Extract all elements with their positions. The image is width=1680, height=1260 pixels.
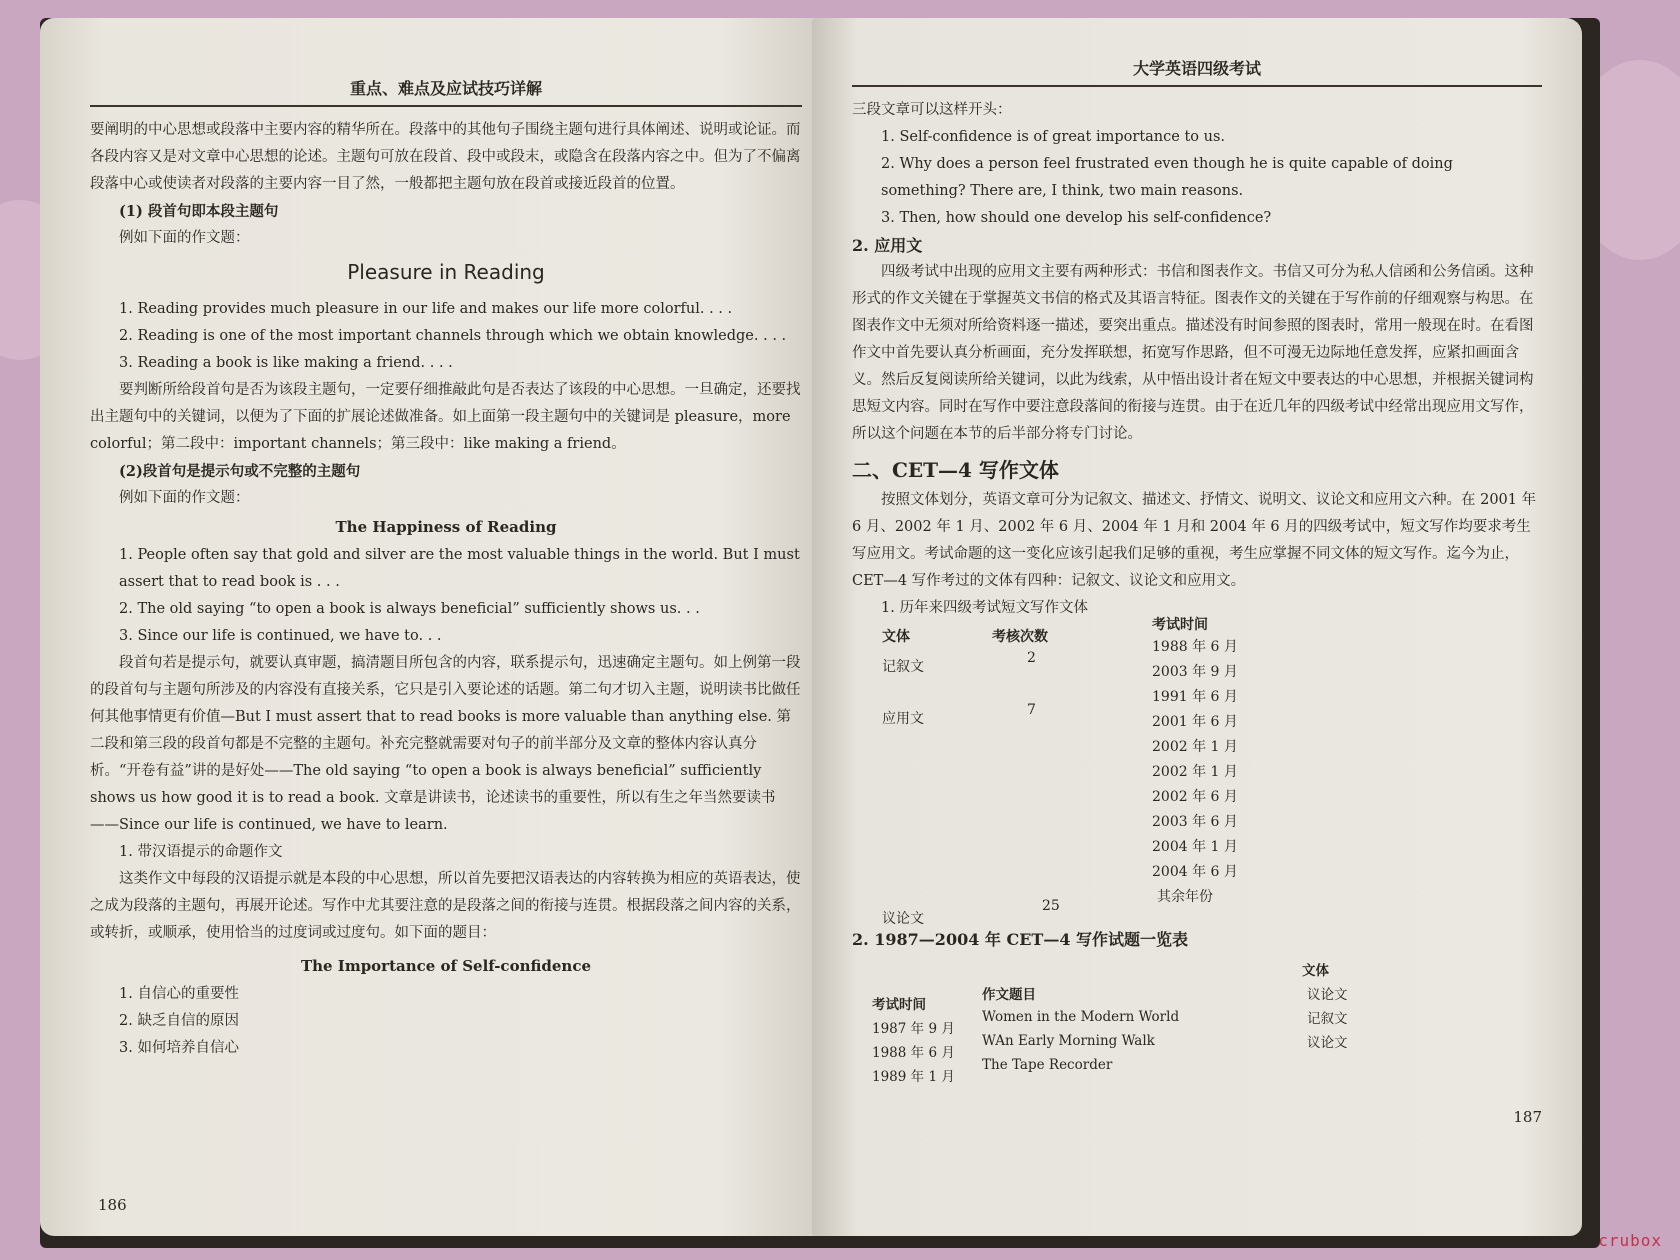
table-cell: 议论文 (882, 911, 924, 927)
subheading: (1) 段首句即本段主题句 (119, 203, 279, 220)
essay-title: The Happiness of Reading (335, 518, 557, 536)
watermark: crubox (1598, 1231, 1662, 1250)
paragraph: 段首句若是提示句，就要认真审题，搞清题目所包含的内容，联系提示句，迅速确定主题句。如上例第一段的段首句与主题句所涉及的内容没有直接关系，它只是引入要论述的话题。第二句才切入主题，说明读书比做任何其他事情更有价值—But I must assert that to read books is more valuable than anything else. 第二段和第三段的段首句都是不完整的主题句。补充完整就需要对句子的前半部分及文章的整体内容认真分析。“开卷有益”讲的是好处——The old saying “to open a book is always beneficial” sufficiently shows us how good it is to read a book. 文章是讲读书，论述读书的重要性，所以有生之年当然要读书——Since our life is continued, we have to learn. (90, 655, 801, 833)
column-header: 文体 (882, 629, 910, 645)
exam-topics-table (852, 959, 1542, 1085)
column-header: 考核次数 (992, 629, 1048, 645)
table-cell: 记叙文 (882, 659, 924, 675)
open-book (40, 18, 1600, 1248)
table-cell: 2002 年 1 月 (1152, 739, 1238, 755)
left-page-header: 重点、难点及应试技巧详解 (90, 76, 802, 107)
table-cell: 2002 年 1 月 (1152, 764, 1238, 780)
essay-outline (90, 542, 802, 650)
outline-item: 3. Reading a book is like making a friend. . . . (119, 355, 453, 371)
table-cell: WAn Early Morning Walk (982, 1033, 1155, 1049)
opener-item: 3. Then, how should one develop his self-confidence? (881, 210, 1272, 226)
outline-item: 3. Since our life is continued, we have to. . . (119, 628, 442, 644)
outline-item: 1. Reading provides much pleasure in our life and makes our life more colorful. . . . (119, 301, 733, 317)
paragraph: 这类作文中每段的汉语提示就是本段的中心思想，所以首先要把汉语表达的内容转换为相应的英语表达，使之成为段落的主题句，再展开论述。写作中尤其要注意的是段落之间的衔接与连贯。根据段落之间内容的关系，或转折，或顺承，使用恰当的过度词或过度句。如下面的题目： (90, 871, 801, 941)
outline-item: 2. The old saying “to open a book is always beneficial” sufficiently shows us. . . (119, 601, 700, 617)
subheading: (2)段首句是提示句或不完整的主题句 (119, 463, 361, 480)
table-cell: 1991 年 6 月 (1152, 689, 1238, 705)
column-header: 考试时间 (1152, 617, 1208, 633)
table-cell: 1989 年 1 月 (872, 1069, 955, 1085)
table-cell: 其余年份 (1157, 889, 1213, 905)
essay-outline (90, 981, 802, 1062)
table-cell: 议论文 (1307, 1035, 1348, 1051)
table-cell: 应用文 (882, 711, 924, 727)
section-heading: 二、CET—4 写作文体 (852, 458, 1059, 482)
page-number: 187 (1513, 1108, 1542, 1126)
outline-item: 1. People often say that gold and silver are the most valuable things in the world. But I must assert that to read book is . . . (119, 547, 800, 590)
outline-item: 2. 缺乏自信的原因 (119, 1013, 239, 1029)
outline-item: 3. 如何培养自信心 (119, 1040, 239, 1056)
table-caption: 1. 历年来四级考试短文写作文体 (881, 600, 1088, 616)
opener-list (852, 124, 1542, 232)
left-page (40, 18, 840, 1236)
table-cell: 2003 年 9 月 (1152, 664, 1238, 680)
paragraph: 要阐明的中心思想或段落中主要内容的精华所在。段落中的其他句子围绕主题句进行具体阐述、说明或论证。而各段内容又是对文章中心思想的论述。主题句可放在段首、段中或段末，或隐含在段落内容之中。但为了不偏离段落中心或使读者对段落的主要内容一目了然，一般都把主题句放在段首或接近段首的位置。 (90, 122, 801, 192)
column-header: 作文题目 (982, 987, 1036, 1003)
intro-text: 三段文章可以这样开头： (852, 102, 1012, 118)
right-page-header: 大学英语四级考试 (852, 56, 1542, 87)
table-cell: 记叙文 (1307, 1011, 1348, 1027)
table-cell: The Tape Recorder (982, 1057, 1113, 1073)
opener-item: 1. Self-confidence is of great importance to us. (881, 129, 1225, 145)
column-header: 考试时间 (872, 997, 926, 1013)
table-caption: 2. 1987—2004 年 CET—4 写作试题一览表 (852, 930, 1189, 949)
table-cell: 1988 年 6 月 (872, 1045, 955, 1061)
table-cell: 1987 年 9 月 (872, 1021, 955, 1037)
intro-text: 例如下面的作文题： (119, 230, 250, 246)
opener-item: 2. Why does a person feel frustrated even though he is quite capable of doing something? There are, I think, two main reasons. (881, 156, 1453, 199)
essay-title: Pleasure in Reading (347, 260, 545, 284)
essay-outline (90, 296, 802, 377)
subheading: 1. 带汉语提示的命题作文 (119, 844, 283, 860)
paragraph: 要判断所给段首句是否为该段主题句，一定要仔细推敲此句是否表达了该段的中心思想。一旦确定，还要找出主题句中的关键词，以便为了下面的扩展论述做准备。如上面第一段主题句中的关键词是 pleasure，more colorful；第二段中：important channels；第三段中：like making a friend。 (90, 382, 801, 452)
outline-item: 1. 自信心的重要性 (119, 986, 239, 1002)
column-header: 文体 (1302, 963, 1329, 979)
table-cell: 1988 年 6 月 (1152, 639, 1238, 655)
table-cell: 2002 年 6 月 (1152, 789, 1238, 805)
intro-text: 例如下面的作文题： (119, 490, 250, 506)
table-cell: 2 (1027, 650, 1036, 666)
right-page (812, 18, 1582, 1236)
table-cell: 2004 年 6 月 (1152, 864, 1238, 880)
table-cell: 2003 年 6 月 (1152, 814, 1238, 830)
table-cell: Women in the Modern World (982, 1009, 1180, 1025)
subheading: 2. 应用文 (852, 236, 923, 255)
paragraph: 按照文体划分，英语文章可分为记叙文、描述文、抒情文、说明文、议论文和应用文六种。在 2001 年 6 月、2002 年 1 月、2002 年 6 月、2004 年 1 月和 2004 年 6 月的四级考试中，短文写作均要求考生写应用文。考试命题的这一变化应该引起我们足够的重视，考生应掌握不同文体的短文写作。迄今为止，CET—4 写作考过的文体有四种：记叙文、议论文和应用文。 (852, 492, 1537, 589)
essay-title: The Importance of Self-confidence (300, 957, 592, 975)
table-cell: 2004 年 1 月 (1152, 839, 1238, 855)
table-cell: 25 (1042, 898, 1060, 914)
style-table (852, 617, 1542, 927)
table-cell: 2001 年 6 月 (1152, 714, 1238, 730)
table-cell: 议论文 (1307, 987, 1348, 1003)
table-cell: 7 (1027, 702, 1036, 718)
paragraph: 四级考试中出现的应用文主要有两种形式：书信和图表作文。书信又可分为私人信函和公务信函。这种形式的作文关键在于掌握英文书信的格式及其语言特征。图表作文的关键在于写作前的仔细观察与构思。在图表作文中无须对所给资料逐一描述，要突出重点。描述没有时间参照的图表时，常用一般现在时。在看图作文中首先要认真分析画面，充分发挥联想，拓宽写作思路，但不可漫无边际地任意发挥，应紧扣画面含义。然后反复阅读所给关键词，以此为线索，从中悟出设计者在短文中要表达的中心思想，并根据关键词构思短文内容。同时在写作中要注意段落间的衔接与连贯。由于在近几年的四级考试中经常出现应用文写作，所以这个问题在本节的后半部分将专门讨论。 (852, 264, 1534, 442)
page-number: 186 (98, 1196, 127, 1214)
outline-item: 2. Reading is one of the most important channels through which we obtain knowledge. . . . (119, 328, 787, 344)
